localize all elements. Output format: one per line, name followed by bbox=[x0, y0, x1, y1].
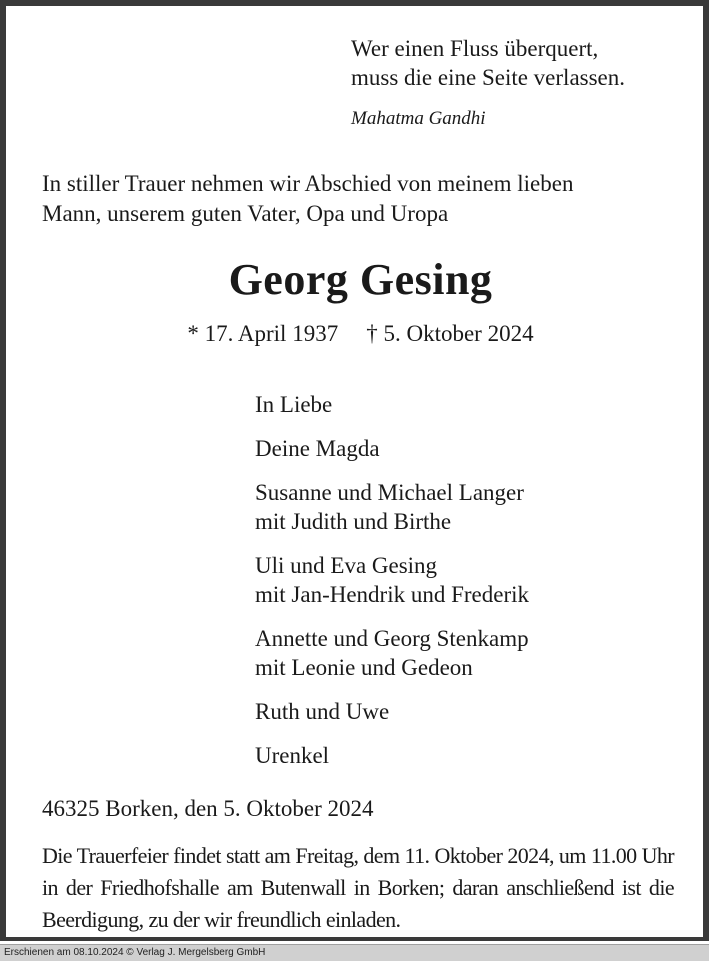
signer-group bbox=[255, 551, 529, 609]
signers-list bbox=[255, 390, 529, 785]
signer-line: mit Leonie und Gedeon bbox=[255, 655, 473, 680]
quote bbox=[351, 34, 625, 92]
signer-line: In Liebe bbox=[255, 392, 333, 417]
signer-group bbox=[255, 434, 529, 463]
signer-group bbox=[255, 697, 529, 726]
place-date: 46325 Borken, den 5. Oktober 2024 bbox=[42, 796, 374, 821]
life-dates bbox=[6, 321, 709, 347]
birth-date: * 17. April 1937 bbox=[187, 321, 339, 346]
deceased-name: Georg Gesing bbox=[228, 255, 493, 304]
death-date: † 5. Oktober 2024 bbox=[366, 321, 534, 346]
funeral-notice: Die Trauerfeier findet statt am Freitag, dem 11. Oktober 2024, um 11.00 Uhr in der Friedhofshalle am Butenwall in Borken; daran anschließend ist die Beerdigung, zu der wir freundlich einladen. bbox=[42, 843, 674, 932]
signer-line: Annette und Georg Stenkamp bbox=[255, 626, 529, 651]
quote-line-2: muss die eine Seite verlassen. bbox=[351, 65, 626, 90]
signer-group bbox=[255, 624, 529, 682]
signer-line: Ruth und Uwe bbox=[255, 699, 390, 724]
signer-line: Urenkel bbox=[255, 743, 330, 768]
quote-author: Mahatma Gandhi bbox=[351, 108, 486, 129]
publication-footer: Erschienen am 08.10.2024 © Verlag J. Mergelsberg GmbH bbox=[0, 944, 709, 961]
signer-line: Uli und Eva Gesing bbox=[255, 553, 438, 578]
signer-line: mit Judith und Birthe bbox=[255, 509, 452, 534]
signer-group bbox=[255, 741, 529, 770]
signer-group bbox=[255, 478, 529, 536]
signer-group bbox=[255, 390, 529, 419]
signer-line: mit Jan-Hendrik und Frederik bbox=[255, 582, 530, 607]
intro-line-2: Mann, unserem guten Vater, Opa und Uropa bbox=[42, 201, 449, 226]
intro-text bbox=[42, 169, 692, 229]
signer-line: Susanne und Michael Langer bbox=[255, 480, 524, 505]
intro-line-1: In stiller Trauer nehmen wir Abschied von meinem lieben bbox=[42, 171, 574, 196]
quote-line-1: Wer einen Fluss überquert, bbox=[351, 36, 599, 61]
signer-line: Deine Magda bbox=[255, 436, 380, 461]
